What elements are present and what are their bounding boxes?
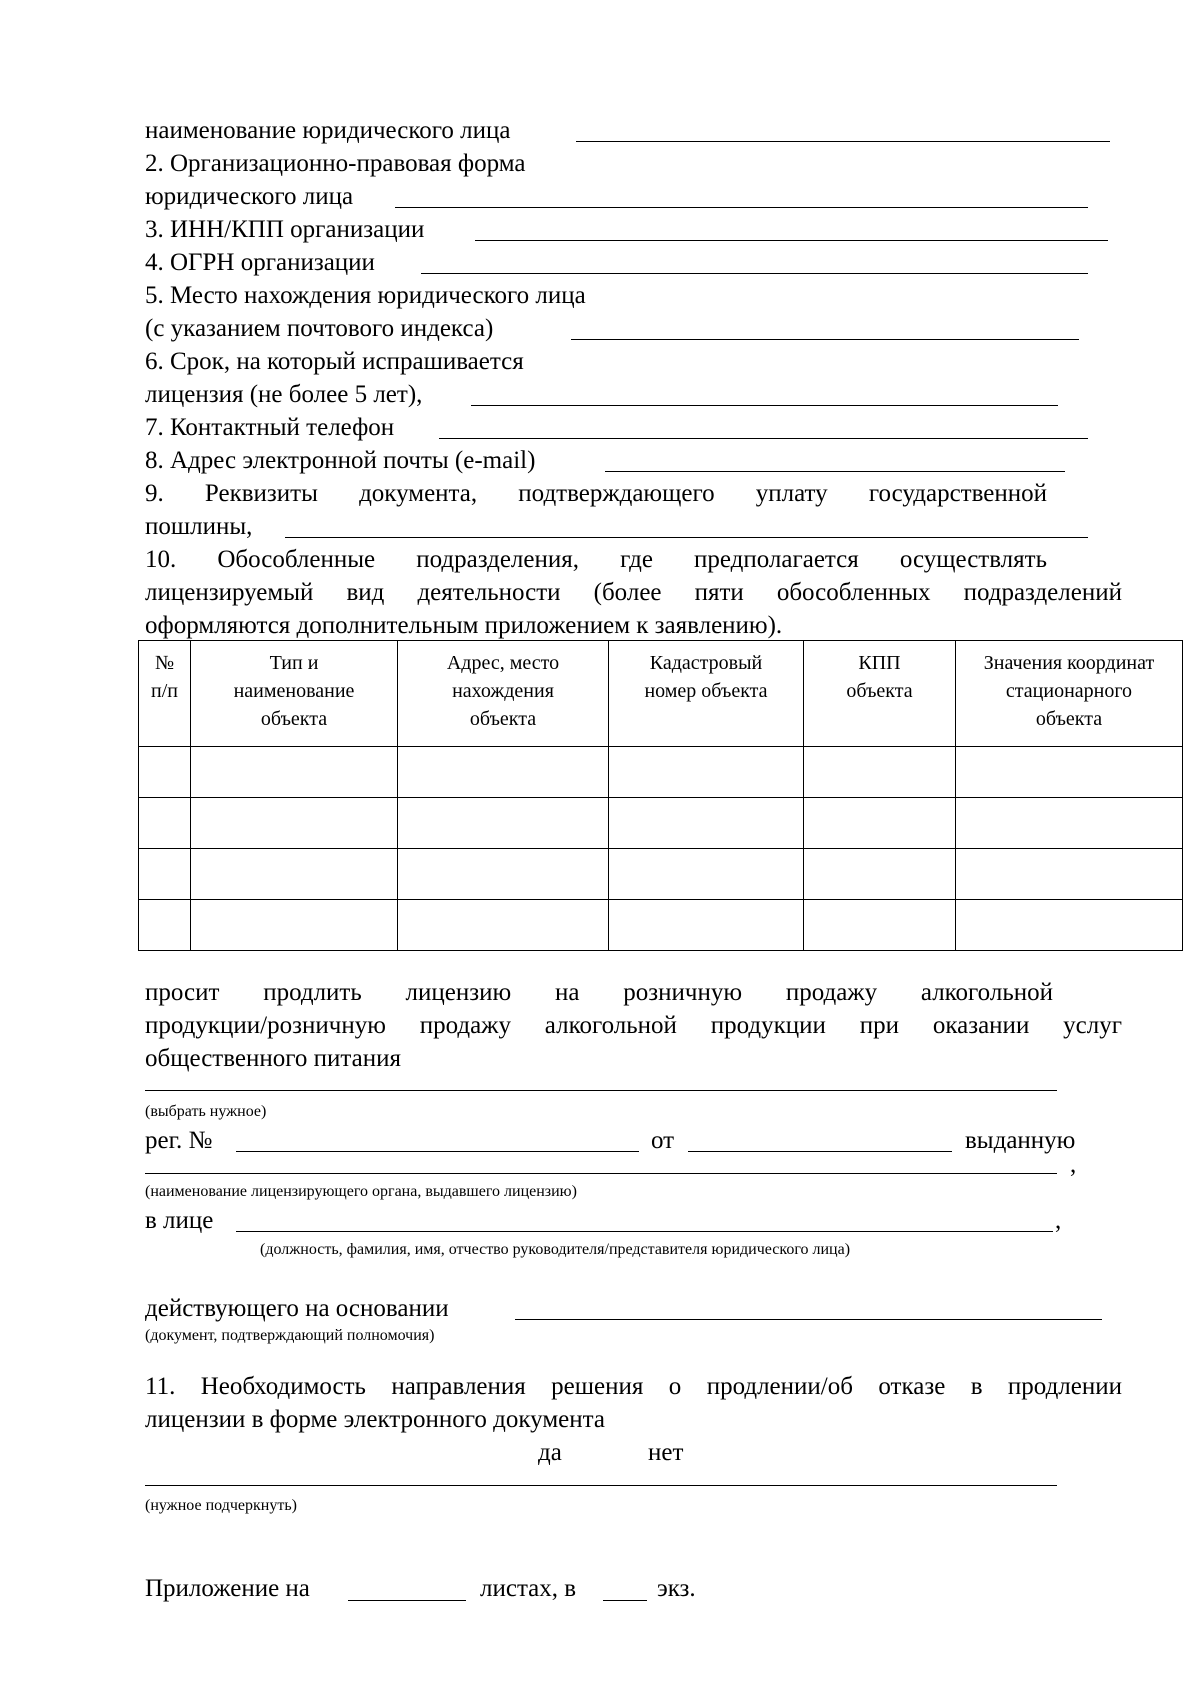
email-blank[interactable] (605, 471, 1065, 472)
appendix-copies-label: экз. (657, 1575, 696, 1602)
electronic-choice-blank[interactable] (145, 1485, 1057, 1486)
ogrn-blank[interactable] (421, 273, 1088, 274)
table-row (139, 747, 1183, 798)
field-legal-entity-name-label: наименование юридического лица (145, 117, 511, 144)
appendix-prefix: Приложение на (145, 1575, 310, 1602)
col-header-number: № п/п (139, 641, 191, 747)
table-cell[interactable] (139, 900, 191, 951)
table-cell[interactable] (956, 747, 1183, 798)
table-cell[interactable] (956, 798, 1183, 849)
electronic-text-line-1: 11. Необходимость направления решения о продлении/об отказе в продлении (145, 1373, 1122, 1400)
option-yes[interactable]: да (538, 1439, 562, 1466)
field-fee-label-1: 9. Реквизиты документа, подтверждающего уплату государственной (145, 480, 1047, 507)
table-cell[interactable] (191, 849, 398, 900)
table-cell[interactable] (609, 900, 804, 951)
col-header-coordinates: Значения координат стационарного объекта (956, 641, 1183, 747)
table-header-row (139, 641, 1183, 747)
basis-caption: (документ, подтверждающий полномочия) (145, 1327, 435, 1344)
field-phone-label: 7. Контактный телефон (145, 414, 395, 441)
table-cell[interactable] (398, 900, 609, 951)
col-header-address: Адрес, место нахождения объекта (398, 641, 609, 747)
table-cell[interactable] (804, 747, 956, 798)
inn-kpp-blank[interactable] (475, 240, 1108, 241)
representative-label: в лице (145, 1207, 214, 1234)
issued-label: выданную (965, 1127, 1076, 1154)
table-cell[interactable] (609, 747, 804, 798)
field-inn-kpp-label: 3. ИНН/КПП организации (145, 216, 425, 243)
request-text-line-3: общественного питания (145, 1045, 401, 1072)
table-cell[interactable] (804, 849, 956, 900)
request-text-line-1: просит продлить лицензию на розничную продажу алкогольной (145, 979, 1053, 1006)
field-term-label-1: 6. Срок, на который испрашивается (145, 348, 524, 375)
field-location-label-1: 5. Место нахождения юридического лица (145, 282, 586, 309)
legal-entity-name-blank[interactable] (576, 141, 1110, 142)
location-blank[interactable] (571, 339, 1079, 340)
field-subdivisions-label-1: 10. Обособленные подразделения, где предполагается осуществлять (145, 546, 1047, 573)
table-cell[interactable] (191, 747, 398, 798)
field-fee-label-2: пошлины, (145, 513, 253, 540)
authority-comma: , (1070, 1151, 1077, 1178)
representative-caption: (должность, фамилия, имя, отчество руководителя/представителя юридического лица) (260, 1241, 851, 1258)
basis-label: действующего на основании (145, 1295, 449, 1322)
table-cell[interactable] (956, 849, 1183, 900)
col-header-type-name: Тип и наименование объекта (191, 641, 398, 747)
table-cell[interactable] (191, 798, 398, 849)
table-row (139, 798, 1183, 849)
term-blank[interactable] (471, 405, 1058, 406)
appendix-sheets-label: листах, в (480, 1575, 577, 1602)
date-from-blank[interactable] (688, 1151, 952, 1152)
authority-blank[interactable] (145, 1173, 1057, 1174)
org-legal-form-blank[interactable] (395, 207, 1088, 208)
electronic-caption: (нужное подчеркнуть) (145, 1497, 297, 1514)
table-row (139, 849, 1183, 900)
table-row (139, 900, 1183, 951)
representative-blank[interactable] (236, 1231, 1053, 1232)
table-cell[interactable] (804, 900, 956, 951)
option-no[interactable]: нет (648, 1439, 684, 1466)
table-cell[interactable] (398, 849, 609, 900)
field-org-legal-form-label-2: юридического лица (145, 183, 354, 210)
field-email-label: 8. Адрес электронной почты (e-mail) (145, 447, 536, 474)
field-term-label-2: лицензия (не более 5 лет), (145, 381, 423, 408)
col-header-kpp: КПП объекта (804, 641, 956, 747)
table-cell[interactable] (804, 798, 956, 849)
table-cell[interactable] (139, 747, 191, 798)
table-cell[interactable] (609, 849, 804, 900)
choose-option-blank[interactable] (145, 1090, 1057, 1091)
reg-number-blank[interactable] (236, 1151, 639, 1152)
electronic-text-line-2: лицензии в форме электронного документа (145, 1406, 605, 1433)
col-header-cadastral: Кадастровый номер объекта (609, 641, 804, 747)
field-subdivisions-label-2: лицензируемый вид деятельности (более пяти обособленных подразделений (145, 579, 1122, 606)
reg-number-label: рег. № (145, 1127, 213, 1154)
date-from-label: от (651, 1127, 675, 1154)
table-cell[interactable] (956, 900, 1183, 951)
table-cell[interactable] (398, 747, 609, 798)
field-org-legal-form-label-1: 2. Организационно-правовая форма (145, 150, 526, 177)
table-cell[interactable] (139, 849, 191, 900)
field-ogrn-label: 4. ОГРН организации (145, 249, 375, 276)
representative-comma: , (1055, 1207, 1062, 1234)
phone-blank[interactable] (439, 438, 1088, 439)
table-cell[interactable] (191, 900, 398, 951)
field-location-label-2: (с указанием почтового индекса) (145, 315, 494, 342)
basis-blank[interactable] (515, 1319, 1102, 1320)
field-subdivisions-label-3: оформляются дополнительным приложением к заявлению). (145, 612, 783, 639)
table-cell[interactable] (609, 798, 804, 849)
table-cell[interactable] (139, 798, 191, 849)
fee-blank[interactable] (285, 537, 1088, 538)
request-text-line-2: продукции/розничную продажу алкогольной продукции при оказании услуг (145, 1012, 1122, 1039)
subdivisions-table (138, 640, 1183, 951)
table-cell[interactable] (398, 798, 609, 849)
authority-caption: (наименование лицензирующего органа, выдавшего лицензию) (145, 1183, 577, 1200)
choose-caption: (выбрать нужное) (145, 1103, 267, 1120)
appendix-sheets-blank[interactable] (348, 1600, 466, 1601)
appendix-copies-blank[interactable] (603, 1600, 647, 1601)
